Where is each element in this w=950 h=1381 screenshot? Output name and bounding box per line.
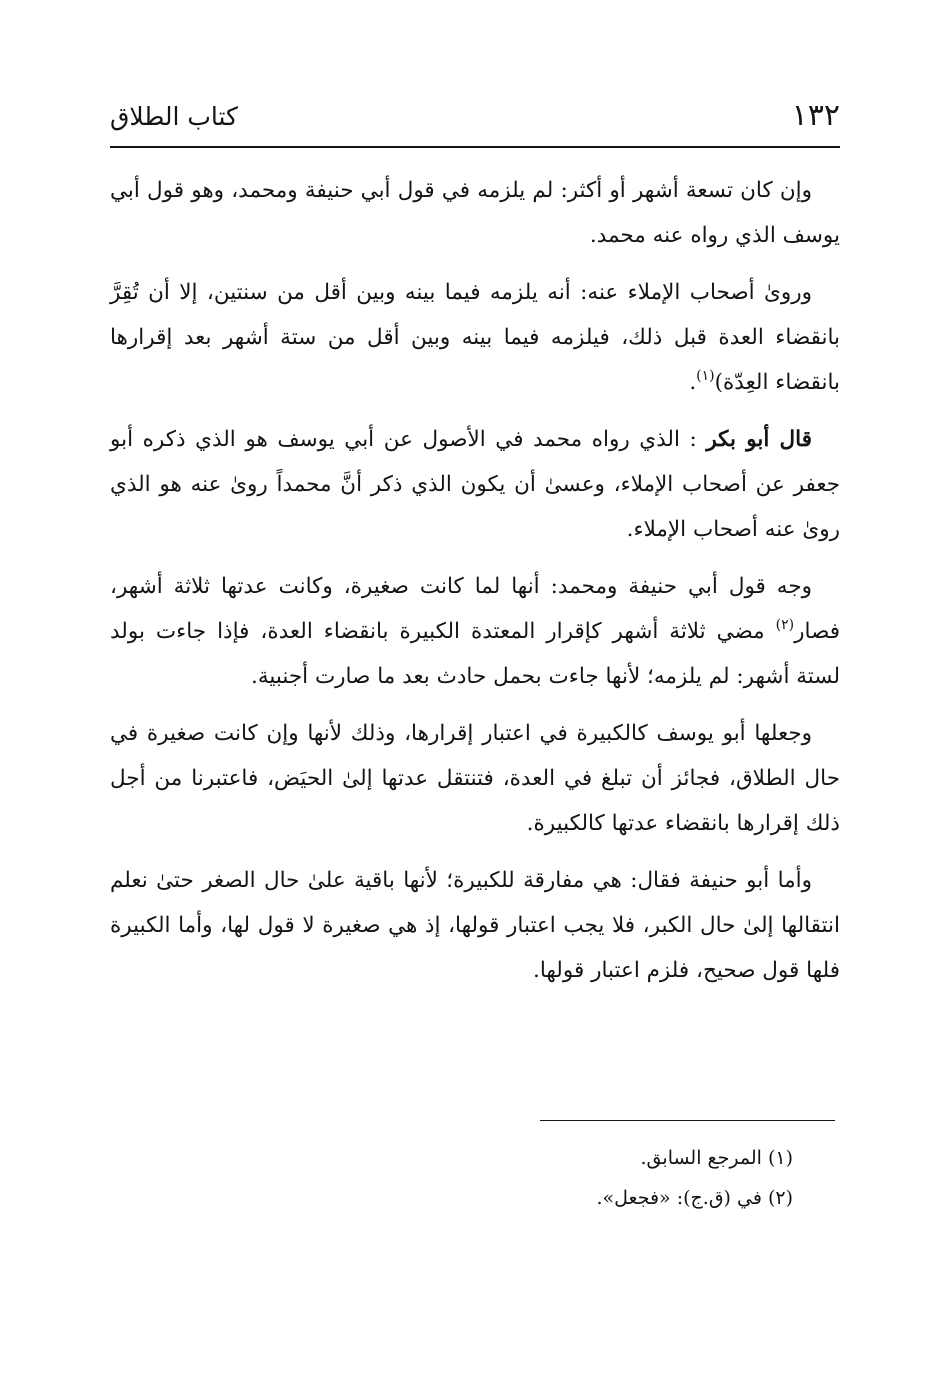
paragraph-4-part-a: وجه قول أبي حنيفة ومحمد: أنها لما كانت صغيرة، وكانت عدتها ثلاثة أشهر، فصار	[110, 574, 840, 644]
footnote-ref-2: (٢)	[775, 617, 795, 633]
page-number: ١٣٢	[791, 98, 840, 133]
paragraph-3-text: : الذي رواه محمد في الأصول عن أبي يوسف هو الذي ذكره أبو جعفر عن أصحاب الإملاء، وعسىٰ أن يكون الذي ذكر أنَّ محمداً روىٰ عنه هو الذي روىٰ عنه أصحاب الإملاء.	[110, 427, 840, 542]
footnote-ref-1: (١)	[696, 368, 715, 384]
footnote-2	[110, 1178, 793, 1218]
paragraph-4-part-b: مضي ثلاثة أشهر كإقرار المعتدة الكبيرة بانقضاء العدة، فإذا جاءت بولد لستة أشهر: لم يلزمه؛ لأنها جاءت بحمل حادث بعد ما صارت أجنبية.	[110, 619, 840, 689]
paragraph-2-end: .	[689, 370, 697, 395]
paragraph-2	[110, 270, 840, 405]
footnote-text: في (ق.ج): «فجعل».	[596, 1187, 762, 1209]
paragraph-6: وأما أبو حنيفة فقال: هي مفارقة للكبيرة؛ لأنها باقية علىٰ حال الصغر حتىٰ نعلم انتقالها إلىٰ حال الكبر، فلا يجب اعتبار قولها، إذ هي صغيرة لا قول لها، وأما الكبيرة فلها قول صحيح، فلزم اعتبار قولها.	[110, 868, 840, 983]
paragraph-1: وإن كان تسعة أشهر أو أكثر: لم يلزمه في قول أبي حنيفة ومحمد، وهو قول أبي يوسف الذي رواه عنه محمد.	[110, 178, 840, 248]
header-rule	[110, 146, 840, 148]
page-header	[110, 96, 840, 140]
footnote-text: المرجع السابق.	[640, 1147, 762, 1169]
paragraph-3	[110, 417, 840, 552]
paragraph-4	[110, 564, 840, 699]
footnote-1	[110, 1138, 793, 1178]
footnote-rule	[540, 1120, 835, 1121]
paragraph-5: وجعلها أبو يوسف كالكبيرة في اعتبار إقرارها، وذلك لأنها وإن كانت صغيرة في حال الطلاق، فجائز أن تبلغ في العدة، فتنتقل عدتها إلىٰ الحيَض، فاعتبرنا من أجل ذلك إقرارها بانقضاء عدتها كالكبيرة.	[110, 721, 840, 836]
paragraph-2-text: ورویٰ أصحاب الإملاء عنه: أنه يلزمه فيما بينه وبين أقل من سنتين، إلا أن تُقِرَّ بانقضاء العدة قبل ذلك، فيلزمه فيما بينه وبين أقل من ستة أشهر بعد إقرارها بانقضاء العِدّة)	[110, 280, 840, 395]
body-text	[110, 168, 840, 1005]
footnote-number: (١)	[767, 1147, 793, 1169]
footnotes	[110, 1138, 793, 1218]
speaker-label: قال أبو بكر	[706, 427, 812, 452]
footnote-number: (٢)	[767, 1187, 793, 1209]
running-title: كتاب الطلاق	[110, 102, 238, 131]
